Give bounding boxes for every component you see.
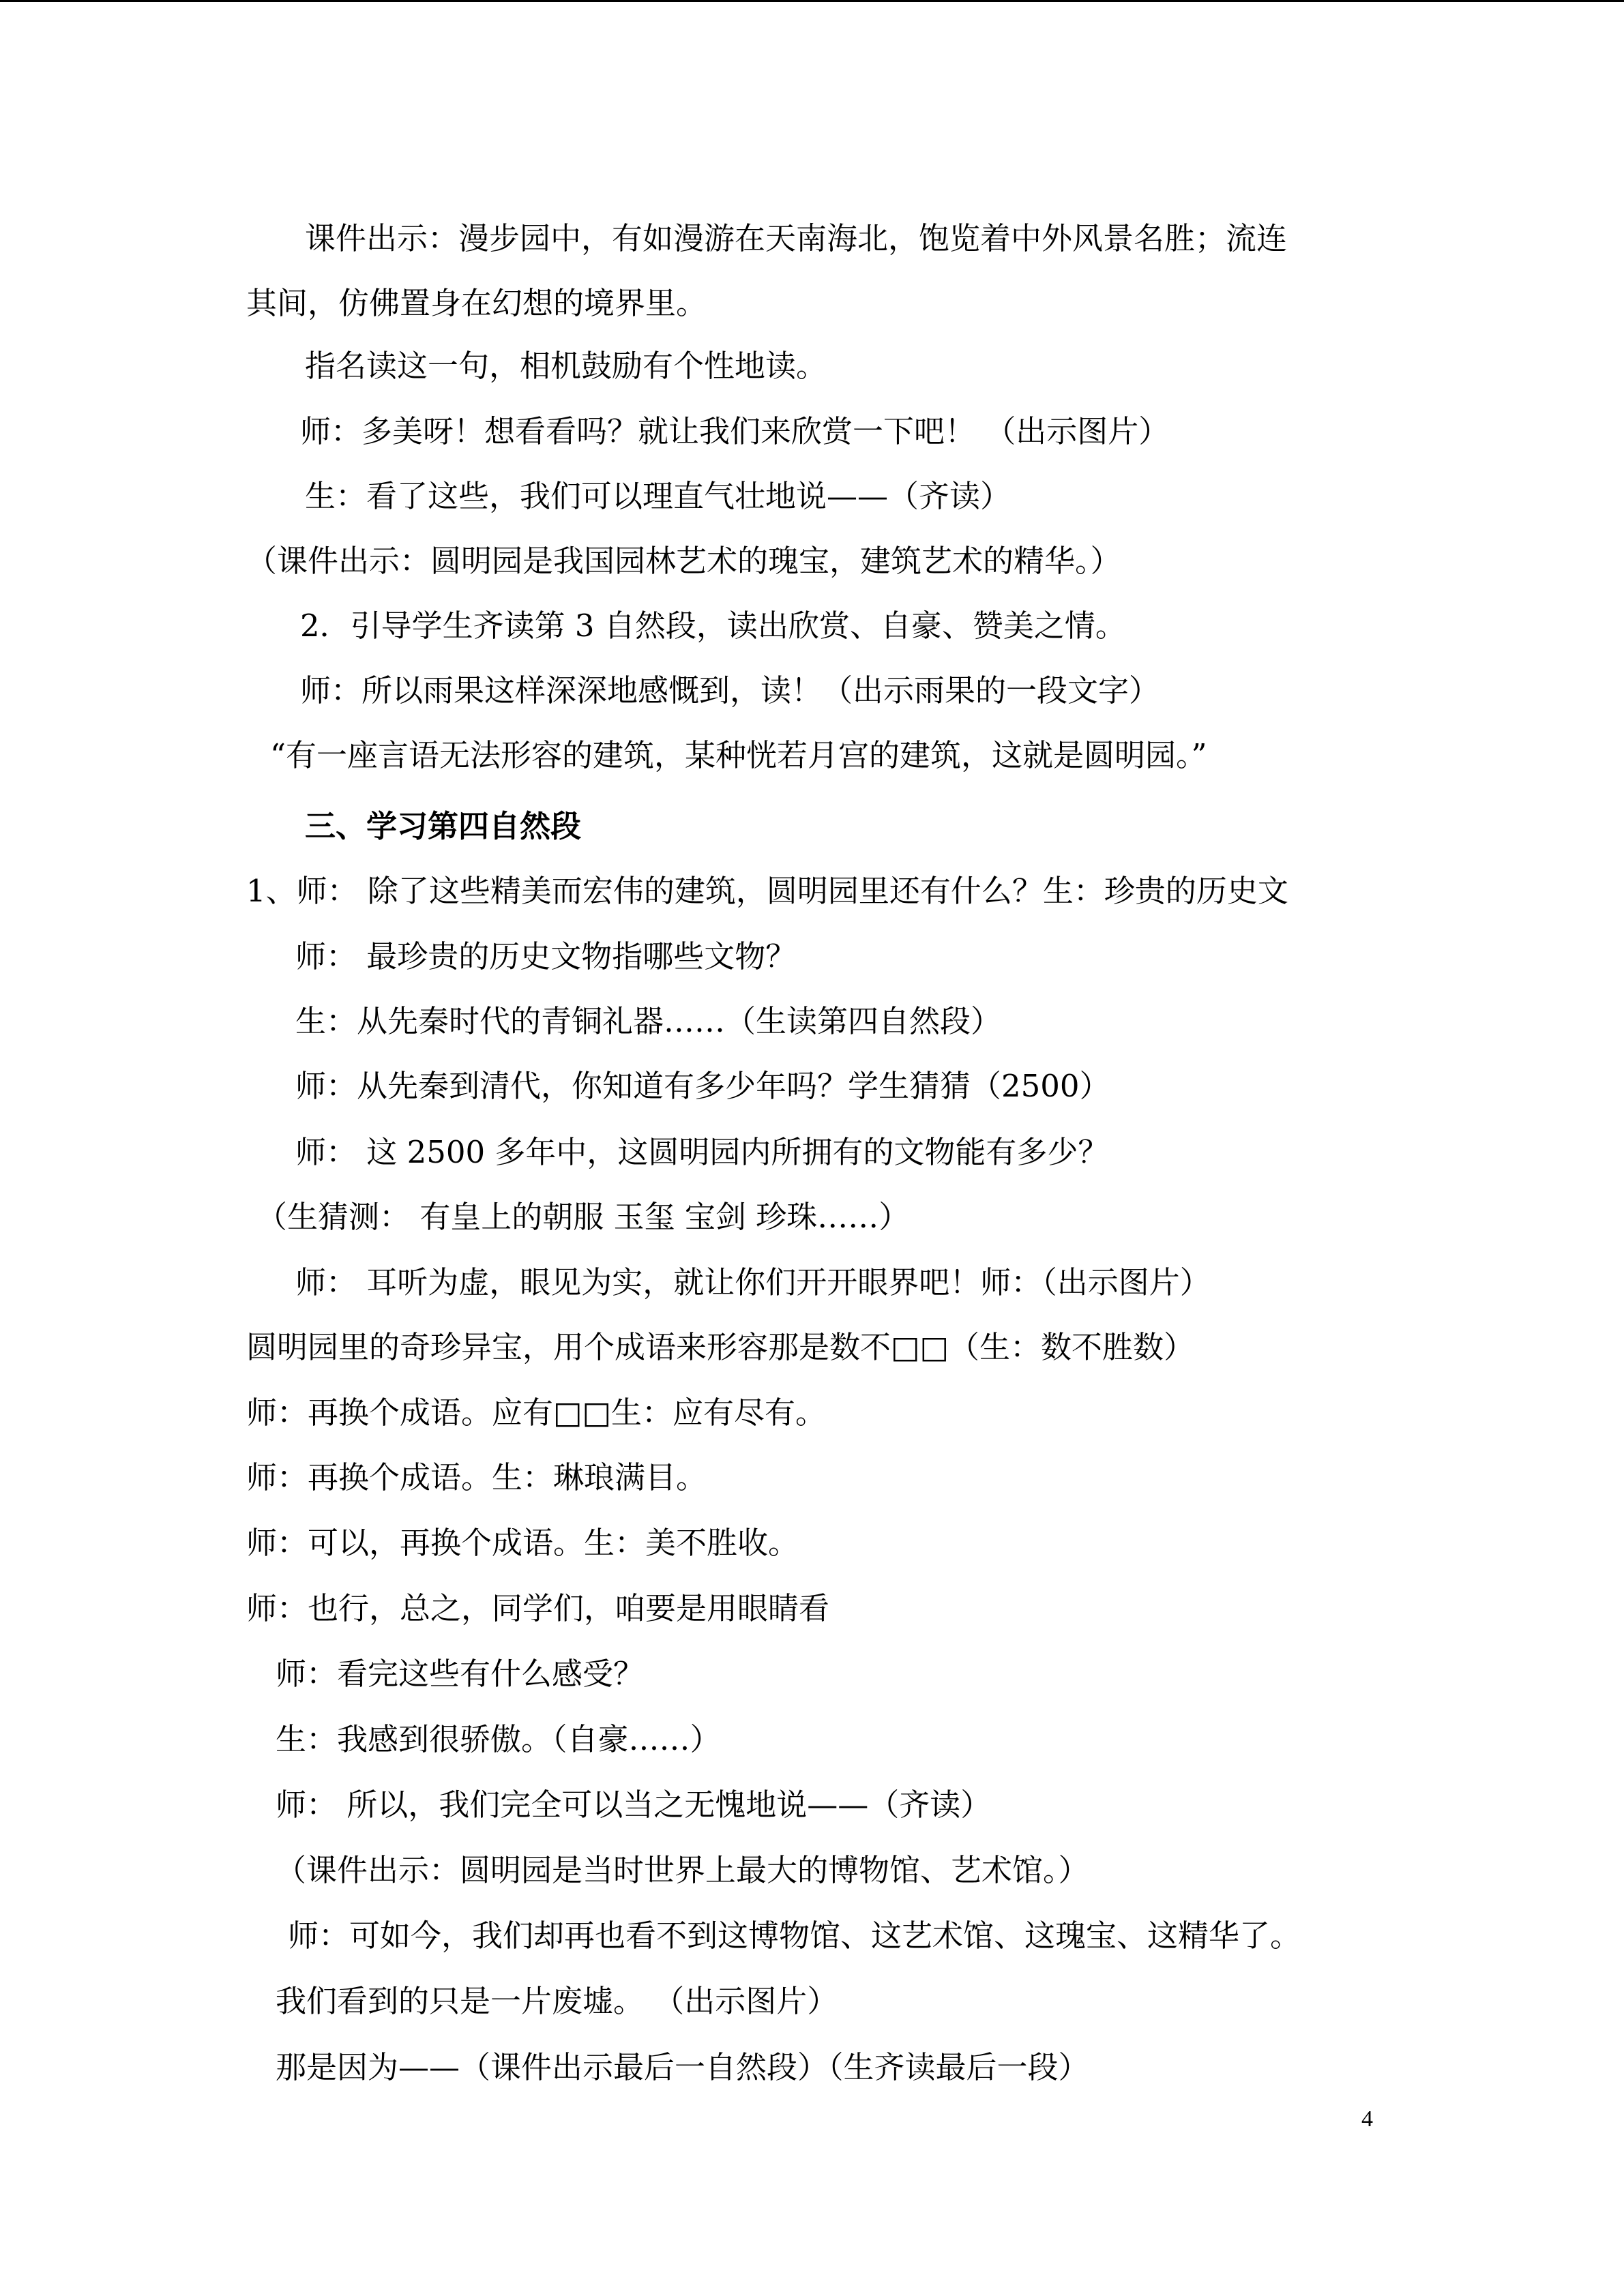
text-line: 生：我感到很骄傲。（自豪……）: [276, 1721, 721, 1757]
text-line: 生：看了这些，我们可以理直气壮地说——（齐读）: [305, 478, 1012, 514]
text-line: 生：从先秦时代的青铜礼器……（生读第四自然段）: [295, 1003, 1002, 1039]
text-line: 我们看到的只是一片废墟。 （出示图片）: [276, 1983, 838, 2019]
text-line: 师：所以雨果这样深深地感慨到，读！（出示雨果的一段文字）: [300, 672, 1160, 709]
text-line: 其间，仿佛置身在幻想的境界里。: [246, 285, 707, 321]
text-line: 师： 这 2500 多年中，这圆明园内所拥有的文物能有多少？: [295, 1134, 1109, 1170]
text-line: 师： 所以，我们完全可以当之无愧地说——（齐读）: [276, 1787, 992, 1823]
text-line: 1、师： 除了这些精美而宏伟的建筑，圆明园里还有什么？生：珍贵的历史文: [246, 873, 1288, 909]
quote-line: “有一座言语无法形容的建筑，某种恍若月宫的建筑，这就是圆明园。”: [270, 737, 1207, 773]
text-line: 课件出示：漫步园中，有如漫游在天南海北，饱览着中外风景名胜；流连: [305, 220, 1288, 256]
text-line: 那是因为——（课件出示最后一自然段）（生齐读最后一段）: [276, 2049, 1089, 2085]
text-line: 指名读这一句，相机鼓励有个性地读。: [305, 348, 827, 384]
text-line: 师：多美呀！想看看吗？就让我们来欣赏一下吧！ （出示图片）: [300, 413, 1170, 449]
text-line: （课件出示：圆明园是当时世界上最大的博物馆、艺术馆。）: [276, 1852, 1089, 1888]
text-line: 师：再换个成语。应有□□生：应有尽有。: [246, 1395, 827, 1431]
text-line: 师： 最珍贵的历史文物指哪些文物？: [295, 938, 797, 974]
text-line: 师： 耳听为虚，眼见为实，就让你们开开眼界吧！师：（出示图片）: [295, 1264, 1211, 1300]
text-line: 2．引导学生齐读第 3 自然段，读出欣赏、自豪、赞美之情。: [300, 608, 1126, 644]
text-line: 师：从先秦到清代，你知道有多少年吗？学生猜猜（2500）: [295, 1068, 1110, 1104]
text-line: 圆明园里的奇珍异宝，用个成语来形容那是数不□□（生：数不胜数）: [246, 1329, 1195, 1365]
text-line: 师：也行，总之，同学们，咱要是用眼睛看: [246, 1590, 830, 1626]
text-line: （课件出示：圆明园是我国园林艺术的瑰宝，建筑艺术的精华。）: [246, 543, 1121, 579]
section-heading: 三、学习第四自然段: [305, 808, 582, 844]
text-line: 师：可如今，我们却再也看不到这博物馆、这艺术馆、这瑰宝、这精华了。: [288, 1918, 1301, 1954]
page-number: 4: [1361, 2106, 1373, 2132]
text-line: 师：再换个成语。生：琳琅满目。: [246, 1459, 707, 1495]
text-line: （生猜测： 有皇上的朝服 玉玺 宝剑 珍珠……）: [256, 1199, 910, 1235]
text-line: 师：可以，再换个成语。生：美不胜收。: [246, 1525, 799, 1561]
text-line: 师：看完这些有什么感受？: [276, 1656, 645, 1692]
